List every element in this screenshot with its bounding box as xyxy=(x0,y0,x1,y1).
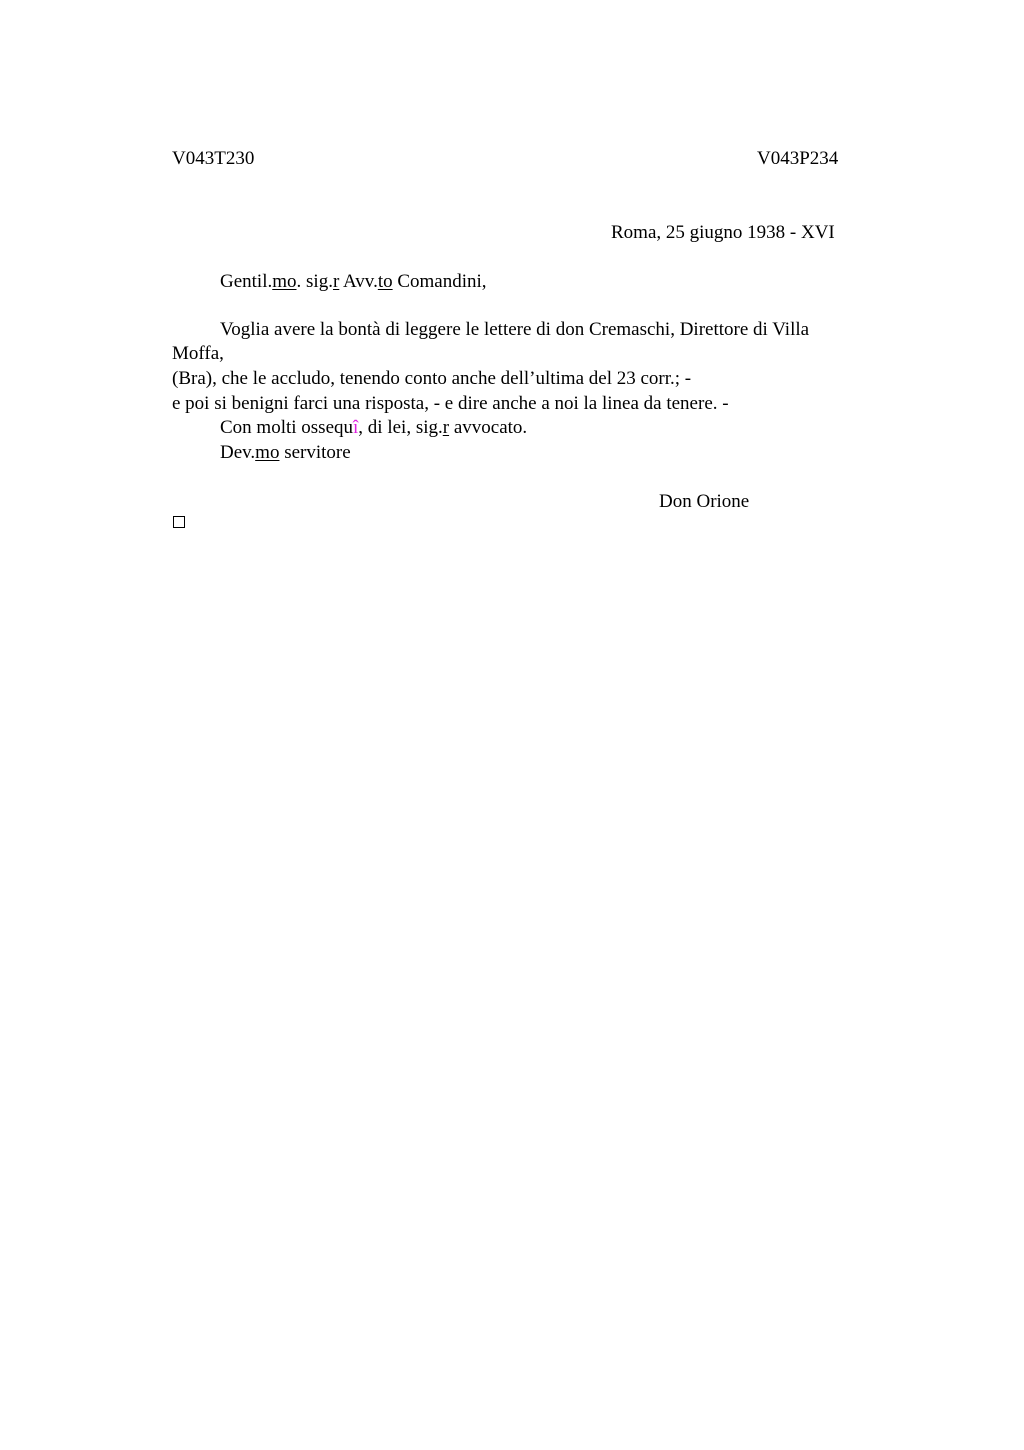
salutation-part: Avv. xyxy=(339,271,378,292)
accented-letter: î xyxy=(353,417,359,438)
body-line-3: (Bra), che le accludo, tenendo conto anche dell’ultima del 23 corr.; - xyxy=(172,368,692,389)
closing-part: servitore xyxy=(279,442,351,463)
body-line-1: Voglia avere la bontà di leggere le lettere di don Cremaschi, Direttore di Villa xyxy=(220,319,810,340)
closing-line-2 xyxy=(220,441,351,465)
dateline: Roma, 25 giugno 1938 - XVI xyxy=(611,222,835,243)
closing-superscript-abbrev: mo xyxy=(255,442,280,463)
salutation-part: Comandini, xyxy=(392,271,487,292)
salutation-part: . sig. xyxy=(296,271,333,292)
salutation-superscript-abbrev: mo xyxy=(272,271,297,292)
salutation-part: Gentil. xyxy=(220,271,273,292)
closing-part: Con molti ossequ xyxy=(220,417,354,438)
salutation xyxy=(220,270,487,294)
closing-superscript-abbrev: r xyxy=(442,417,450,438)
closing-line-1 xyxy=(220,416,527,440)
body-line-4: e poi si benigni farci una risposta, - e dire anche a noi la linea da tenere. - xyxy=(172,393,729,414)
signature: Don Orione xyxy=(659,491,750,512)
closing-part: avvocato. xyxy=(449,417,528,438)
checkbox-square-icon xyxy=(173,516,185,528)
closing-part: Dev. xyxy=(220,442,256,463)
document-code-left: V043T230 xyxy=(172,148,255,169)
document-code-right: V043P234 xyxy=(757,148,839,169)
body-line-2: Moffa, xyxy=(172,343,224,364)
salutation-superscript-abbrev: to xyxy=(377,271,393,292)
closing-part: , di lei, sig. xyxy=(358,417,443,438)
salutation-superscript-abbrev: r xyxy=(332,271,340,292)
